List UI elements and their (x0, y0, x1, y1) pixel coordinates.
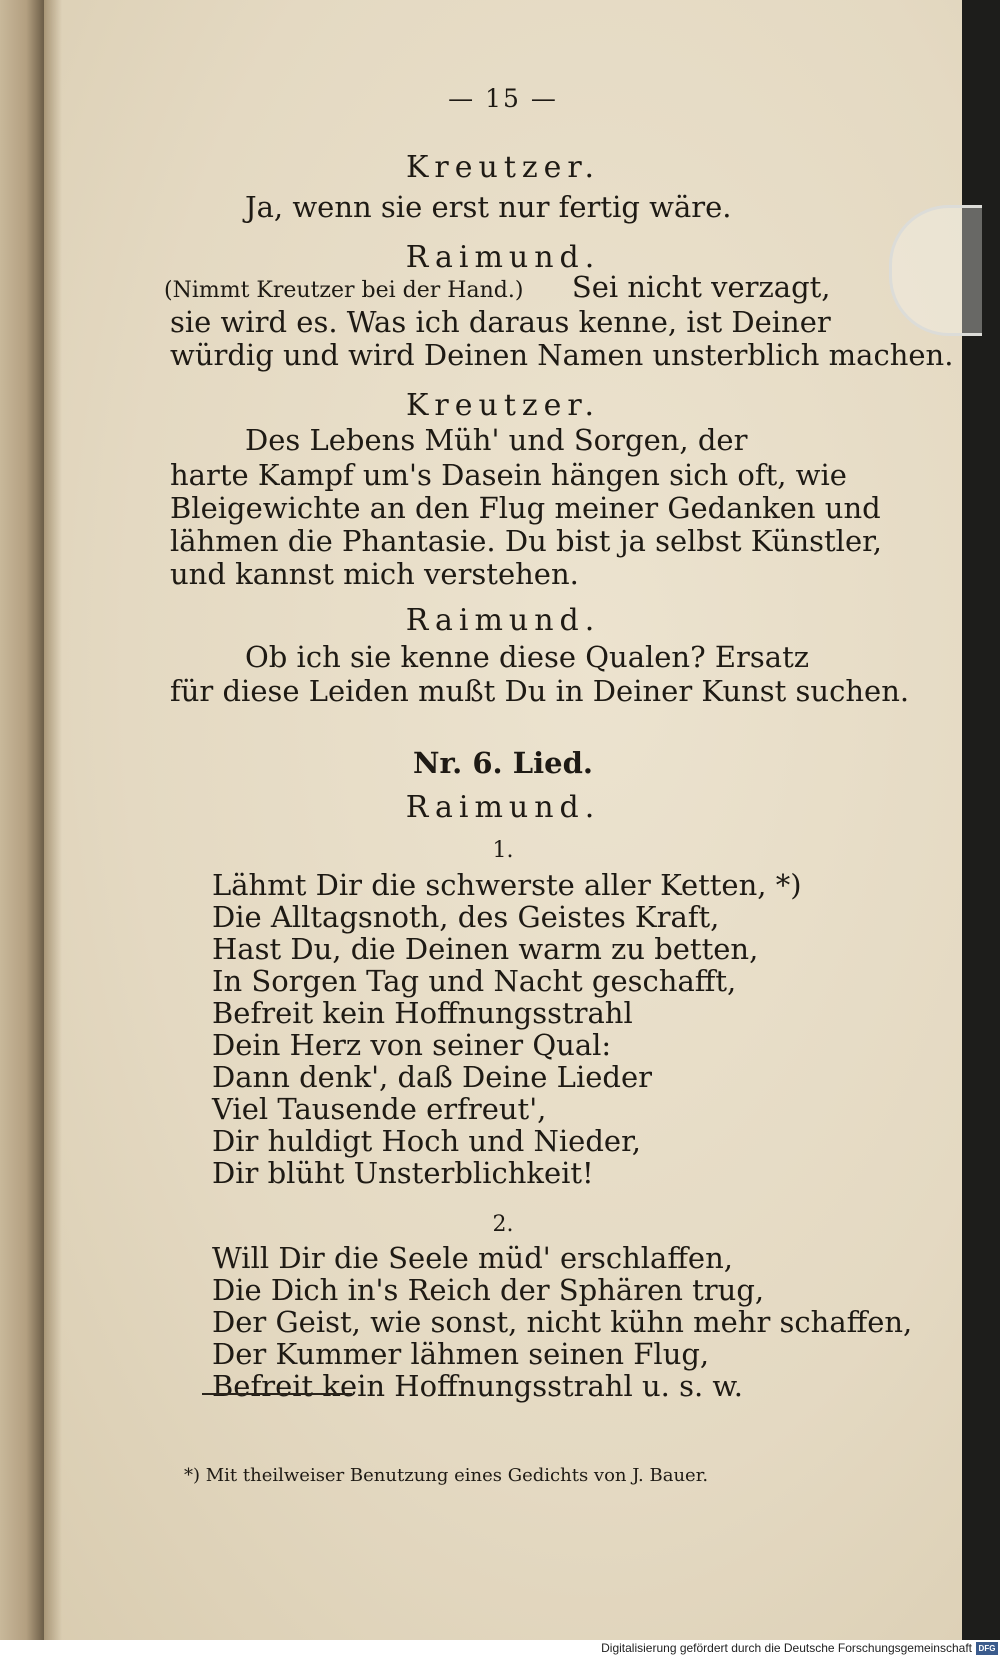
text-line: Befreit kein Hoffnungsstrahl u. s. w. (212, 1369, 744, 1403)
text-line: Lähmt Dir die schwerste aller Ketten, *) (212, 868, 802, 902)
text-line: Will Dir die Seele müd' erschlaffen, (212, 1241, 733, 1275)
text-line: und kannst mich verstehen. (170, 557, 579, 591)
page-number: — 15 — (448, 84, 558, 113)
text-line: Bleigewichte an den Flug meiner Gedanken und (170, 491, 881, 525)
footnote: *) Mit theilweiser Benutzung eines Gedichts von J. Bauer. (184, 1465, 709, 1486)
text-line: Dir huldigt Hoch und Nieder, (212, 1124, 641, 1158)
text-line: Ob ich sie kenne diese Qualen? Ersatz (245, 640, 809, 674)
text-line: Die Dich in's Reich der Sphären trug, (212, 1273, 765, 1307)
digitization-footer (0, 1640, 1000, 1657)
stage-direction-line (164, 270, 831, 304)
text-line: Der Geist, wie sonst, nicht kühn mehr schaffen, (212, 1305, 913, 1339)
stanza-number: 2. (492, 1212, 514, 1237)
text-line: sie wird es. Was ich daraus kenne, ist Deiner (170, 305, 831, 339)
text-line: Befreit kein Hoffnungsstrahl (212, 996, 633, 1030)
previous-page-edge (0, 0, 44, 1640)
text-line: Dein Herz von seiner Qual: (212, 1028, 612, 1062)
text-line: Hast Du, die Deinen warm zu betten, (212, 932, 759, 966)
text-line: Die Alltagsnoth, des Geistes Kraft, (212, 900, 720, 934)
text-line: In Sorgen Tag und Nacht geschafft, (212, 964, 737, 998)
text-line: für diese Leiden mußt Du in Deiner Kunst suchen. (170, 674, 910, 708)
text-line: Dann denk', daß Deine Lieder (212, 1060, 652, 1094)
speech-text: Sei nicht verzagt, (571, 270, 831, 304)
speaker-name: Kreutzer. (405, 150, 601, 185)
text-line: Ja, wenn sie erst nur fertig wäre. (245, 190, 732, 224)
text-line: würdig und wird Deinen Namen unsterblich machen. (170, 338, 954, 372)
stanza-number: 1. (492, 838, 514, 863)
stage-direction: (Nimmt Kreutzer bei der Hand.) (164, 278, 524, 303)
dfg-logo-icon: DFG (976, 1642, 998, 1655)
song-heading: Nr. 6. Lied. (413, 746, 593, 780)
text-line: Der Kummer lähmen seinen Flug, (212, 1337, 710, 1371)
text-line: Viel Tausende erfreut', (212, 1092, 547, 1126)
speaker-name: Raimund. (405, 240, 601, 275)
text-line: Des Lebens Müh' und Sorgen, der (245, 423, 748, 457)
text-line: lähmen die Phantasie. Du bist ja selbst Künstler, (170, 524, 883, 558)
footer-credit: Digitalisierung gefördert durch die Deutsche Forschungsgemeinschaft (601, 1641, 972, 1655)
speaker-name: Raimund. (405, 603, 601, 638)
text-line: Dir blüht Unsterblichkeit! (212, 1156, 594, 1190)
speaker-name: Kreutzer. (405, 388, 601, 423)
text-line: harte Kampf um's Dasein hängen sich oft, wie (170, 458, 847, 492)
book-page (44, 0, 962, 1640)
speaker-name: Raimund. (405, 790, 601, 825)
footnote-rule (202, 1393, 352, 1395)
